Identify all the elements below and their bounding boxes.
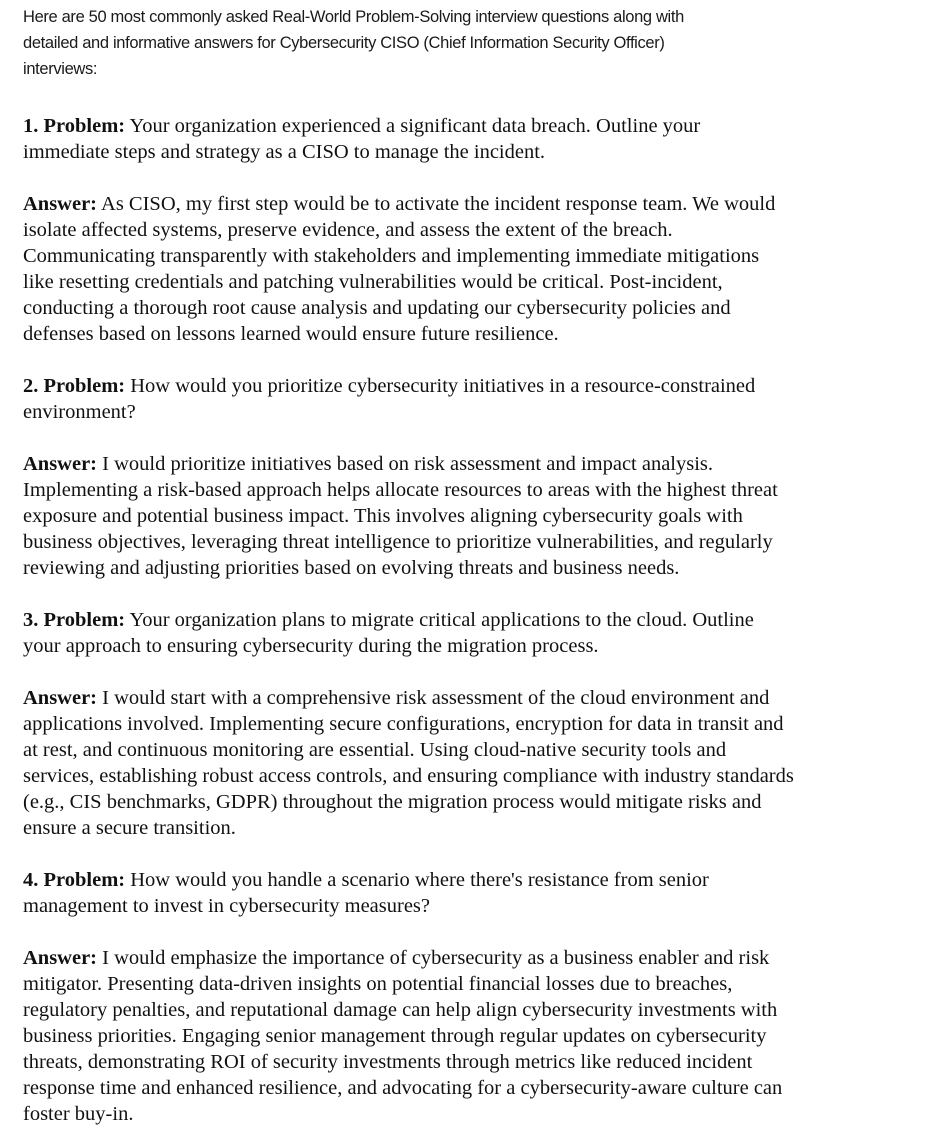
- answer-text: conducting a thorough root cause analysis and updating our cybersecurity policies and: [23, 297, 731, 319]
- answer-text: business objectives, leveraging threat intelligence to prioritize vulnerabilities, and regularly: [23, 531, 773, 553]
- problem-text: How would you prioritize cybersecurity initiatives in a resource-constrained: [125, 375, 756, 397]
- answer-text: applications involved. Implementing secure configurations, encryption for data in transit and: [23, 713, 784, 735]
- answer-text: foster buy-in.: [23, 1103, 134, 1125]
- answer-text: response time and enhanced resilience, and advocating for a cybersecurity-aware culture can: [23, 1077, 783, 1099]
- answer-text: threats, demonstrating ROI of security investments through metrics like reduced incident: [23, 1051, 753, 1073]
- problem-1: [23, 113, 923, 165]
- answer-text: defenses based on lessons learned would ensure future resilience.: [23, 323, 559, 345]
- answer-text: reviewing and adjusting priorities based on evolving threats and business needs.: [23, 557, 680, 579]
- answer-text: like resetting credentials and patching vulnerabilities would be critical. Post-incident,: [23, 271, 723, 293]
- answer-label: Answer:: [23, 193, 98, 215]
- problem-2: [23, 373, 923, 425]
- answer-text: business priorities. Engaging senior management through regular updates on cybersecurity: [23, 1025, 767, 1047]
- answer-text: mitigator. Presenting data-driven insights on potential financial losses due to breaches,: [23, 973, 733, 995]
- problem-label: 4. Problem:: [23, 869, 126, 891]
- answer-3: [23, 685, 923, 841]
- problem-label: 2. Problem:: [23, 375, 126, 397]
- answer-text: I would start with a comprehensive risk assessment of the cloud environment and: [97, 687, 770, 709]
- answer-text: I would emphasize the importance of cybersecurity as a business enabler and risk: [97, 947, 770, 969]
- intro-line: detailed and informative answers for Cybersecurity CISO (Chief Information Security Officer): [23, 34, 665, 52]
- problem-3: [23, 607, 923, 659]
- answer-4: [23, 945, 923, 1127]
- answer-1: [23, 191, 923, 347]
- intro-line: interviews:: [23, 60, 98, 78]
- problem-4: [23, 867, 923, 919]
- answer-label: Answer:: [23, 947, 98, 969]
- intro-paragraph: [23, 4, 923, 82]
- answer-text: Implementing a risk-based approach helps allocate resources to areas with the highest threat: [23, 479, 778, 501]
- answer-text: I would prioritize initiatives based on risk assessment and impact analysis.: [97, 453, 714, 475]
- answer-text: ensure a secure transition.: [23, 817, 236, 839]
- answer-text: services, establishing robust access controls, and ensuring compliance with industry standards: [23, 765, 794, 787]
- problem-label: 3. Problem:: [23, 609, 126, 631]
- answer-text: regulatory penalties, and reputational damage can help align cybersecurity investments with: [23, 999, 778, 1021]
- problem-text: management to invest in cybersecurity measures?: [23, 895, 431, 917]
- answer-text: at rest, and continuous monitoring are essential. Using cloud-native security tools and: [23, 739, 727, 761]
- problem-text: immediate steps and strategy as a CISO to manage the incident.: [23, 141, 546, 163]
- answer-text: As CISO, my first step would be to activate the incident response team. We would: [97, 193, 776, 215]
- answer-text: isolate affected systems, preserve evidence, and assess the extent of the breach.: [23, 219, 673, 241]
- answer-text: exposure and potential business impact. This involves aligning cybersecurity goals with: [23, 505, 743, 527]
- problem-text: Your organization plans to migrate critical applications to the cloud. Outline: [125, 609, 754, 631]
- intro-line: Here are 50 most commonly asked Real-World Problem-Solving interview questions along with: [23, 8, 684, 26]
- answer-2: [23, 451, 923, 581]
- problem-label: 1. Problem:: [23, 115, 126, 137]
- answer-text: Communicating transparently with stakeholders and implementing immediate mitigations: [23, 245, 760, 267]
- answer-label: Answer:: [23, 453, 98, 475]
- answer-text: (e.g., CIS benchmarks, GDPR) throughout the migration process would mitigate risks and: [23, 791, 762, 813]
- answer-label: Answer:: [23, 687, 98, 709]
- problem-text: environment?: [23, 401, 136, 423]
- problem-text: How would you handle a scenario where there's resistance from senior: [125, 869, 709, 891]
- problem-text: your approach to ensuring cybersecurity during the migration process.: [23, 635, 599, 657]
- problem-text: Your organization experienced a significant data breach. Outline your: [125, 115, 701, 137]
